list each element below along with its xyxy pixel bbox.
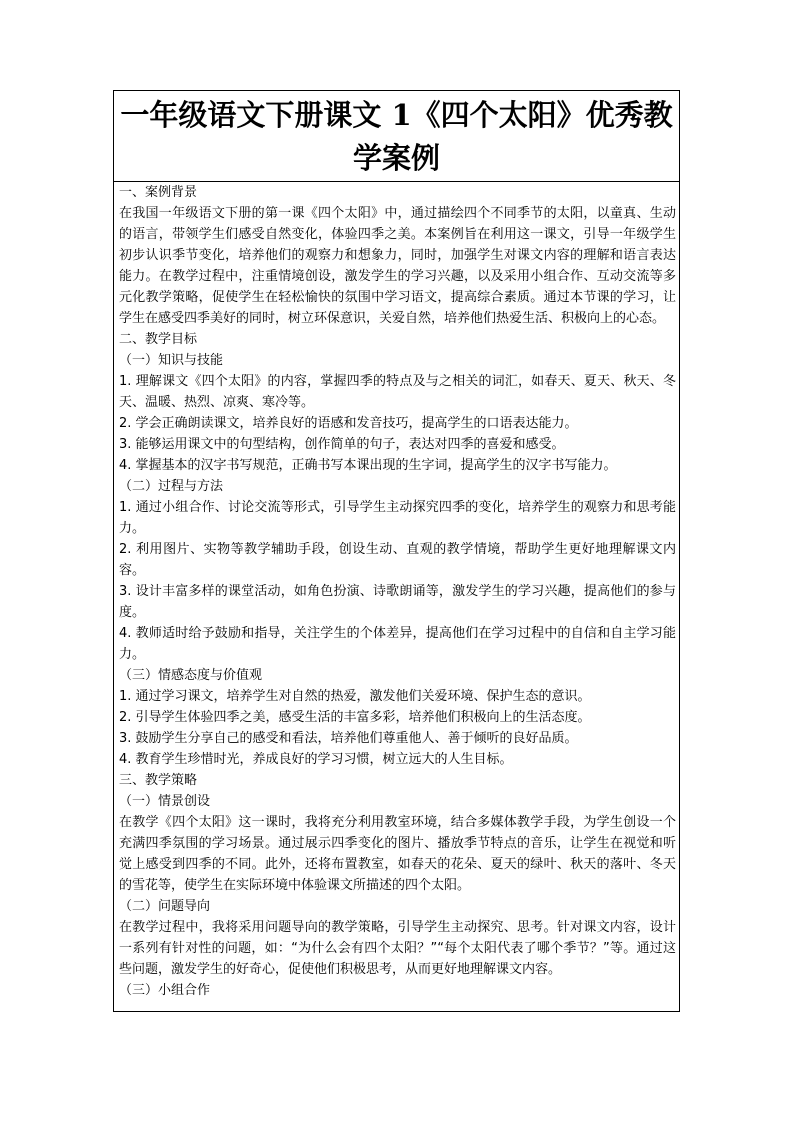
list-item: 1. 理解课文《四个太阳》的内容，掌握四季的特点及与之相关的词汇，如春天、夏天、秋天、冬天、温暖、热烈、凉爽、寒冷等。 (119, 374, 676, 410)
list-item: 2. 利用图片、实物等教学辅助手段，创设生动、直观的教学情境，帮助学生更好地理解课文内容。 (119, 542, 676, 578)
list-item: 1. 通过学习课文，培养学生对自然的热爱，激发他们关爱环境、保护生态的意识。 (119, 689, 591, 704)
subsection-heading: （一）情景创设 (119, 794, 211, 809)
subsection-heading: （一）知识与技能 (119, 353, 224, 368)
list-item: 1. 通过小组合作、讨论交流等形式，引导学生主动探究四季的变化，培养学生的观察力和思考能力。 (119, 500, 676, 536)
paragraph: 在我国一年级语文下册的第一课《四个太阳》中，通过描绘四个不同季节的太阳，以童真、生动的语言，带领学生们感受自然变化，体验四季之美。本案例旨在利用这一课文，引导一年级学生初步认识季节变化，培养他们的观察力和想象力，同时，加强学生对课文内容的理解和语言表达能力。在教学过程中，注重情境创设，激发学生的学习兴趣，以及采用小组合作、互动交流等多元化教学策略，促使学生在轻松愉快的氛围中学习语文，提高综合素质。通过本节课的学习，让学生在感受四季美好的同时，树立环保意识，关爱自然，培养他们热爱生活、积极向上的心态。 (119, 206, 676, 326)
list-item: 3. 能够运用课文中的句型结构，创作简单的句子，表达对四季的喜爱和感受。 (119, 437, 565, 452)
list-item: 3. 鼓励学生分享自己的感受和看法，培养他们尊重他人、善于倾听的良好品质。 (119, 731, 578, 746)
section-heading: 一、案例背景 (119, 185, 198, 200)
list-item: 4. 教育学生珍惜时光，养成良好的学习习惯，树立远大的人生目标。 (119, 752, 513, 767)
list-item: 2. 学会正确朗读课文，培养良好的语感和发音技巧，提高学生的口语表达能力。 (119, 416, 578, 431)
section-heading: 三、教学策略 (119, 773, 198, 788)
document-body (119, 182, 676, 1001)
page-title: 一年级语文下册课文 1《四个太阳》优秀教学案例 (120, 98, 673, 175)
list-item: 4. 掌握基本的汉字书写规范，正确书写本课出现的生字词，提高学生的汉字书写能力。 (119, 458, 617, 473)
subsection-heading: （三）情感态度与价值观 (119, 668, 263, 683)
paragraph: 在教学《四个太阳》这一课时，我将充分利用教室环境，结合多媒体教学手段，为学生创设一个充满四季氛围的学习场景。通过展示四季变化的图片、播放季节特点的音乐，让学生在视觉和听觉上感受到四季的不同。此外，还将布置教室，如春天的花朵、夏天的绿叶、秋天的落叶、冬天的雪花等，使学生在实际环境中体验课文所描述的四个太阳。 (119, 815, 676, 893)
paragraph: 在教学过程中，我将采用问题导向的教学策略，引导学生主动探究、思考。针对课文内容，设计一系列有针对性的问题，如：“为什么会有四个太阳？”“每个太阳代表了哪个季节？”等。通过这些问题，激发学生的好奇心，促使他们积极思考，从而更好地理解课文内容。 (119, 920, 676, 977)
subsection-heading: （二）问题导向 (119, 899, 211, 914)
list-item: 4. 教师适时给予鼓励和指导，关注学生的个体差异，提高他们在学习过程中的自信和自主学习能力。 (119, 626, 676, 662)
list-item: 2. 引导学生体验四季之美，感受生活的丰富多彩，培养他们积极向上的生活态度。 (119, 710, 591, 725)
subsection-heading: （三）小组合作 (119, 983, 211, 998)
section-heading: 二、教学目标 (119, 332, 198, 347)
list-item: 3. 设计丰富多样的课堂活动，如角色扮演、诗歌朗诵等，激发学生的学习兴趣，提高他们的参与度。 (119, 584, 676, 620)
subsection-heading: （二）过程与方法 (119, 479, 224, 494)
